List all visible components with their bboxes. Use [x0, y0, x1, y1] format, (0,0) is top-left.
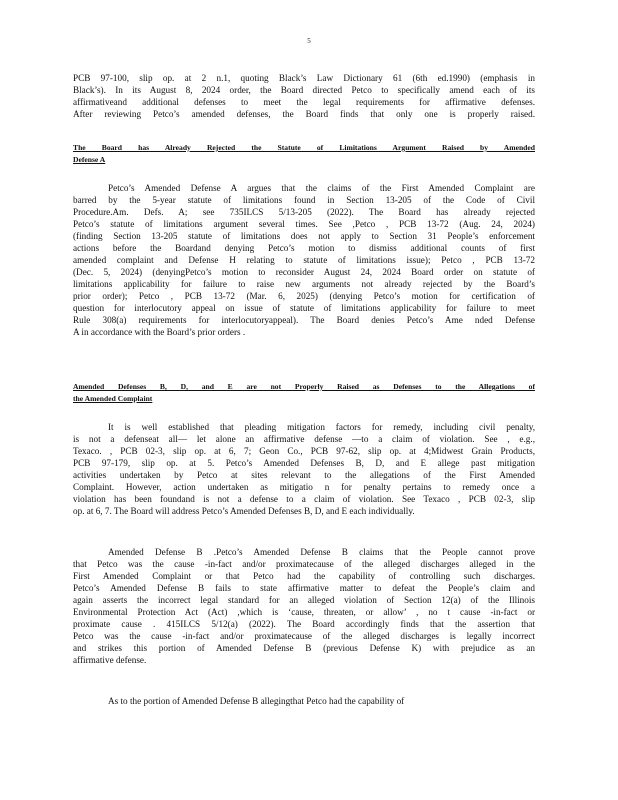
text-line: A in accordance with the Board’s prior orders . [73, 327, 246, 337]
text-line: First Amended Complaint or that Petco had the capability of controlling such discharges. [73, 571, 535, 581]
text-line: limitations applicability for failure to raise new arguments not already rejected by the Board’s [73, 279, 535, 289]
text-line: Petco was the cause -in-fact and/or proximatecause of the alleged discharges is legally incorrect [73, 631, 535, 641]
text-line: prior order); Petco , PCB 13-72 (Mar. 6, 2025) (denying Petco’s motion for certification of [73, 291, 535, 301]
text-line: Amended Defense B .Petco’s Amended Defense B claims that the People cannot prove [108, 547, 535, 557]
text-line: question for interlocutory appeal on issue of statute of limitations applicability for failure to meet [73, 303, 535, 313]
text-line: As to the portion of Amended Defense B allegingthat Petco had the capability of [108, 696, 405, 706]
page-number: 5 [307, 37, 311, 45]
text-line: is not a defenseat all— let alone an affirmative defense —to a claim of violation. See , e.g., [73, 434, 535, 444]
text-line: barred by the 5-year statute of limitations found in Section 13-205 of the Code of Civil [73, 195, 535, 205]
text-line: actions before the Boardand denying Petco’s motion to dismiss additional counts of first [73, 243, 535, 253]
text-line: again asserts the incorrect legal standard for an alleged violation of Section 12(a) of the Illinois [73, 595, 535, 605]
text-line: Petco’s statute of limitations argument several times. See ,Petco , PCB 13-72 (Aug. 24, 2024) [73, 219, 535, 229]
text-line: activities undertaken by Petco at sites relevant to the allegations of the First Amended [73, 470, 535, 480]
text-line: It is well established that pleading mitigation factors for remedy, including civil penalty, [108, 422, 535, 432]
text-line: Environmental Protection Act (Act) ,which is ‘cause, threaten, or allow’ , no t cause -in-fact or [73, 607, 535, 617]
text-line: Petco’s Amended Defense B fails to state affirmative matter to defeat the People’s claim and [73, 583, 535, 593]
text-line: proximate cause . 415ILCS 5/12(a) (2022). The Board accordingly finds that the assertion that [73, 619, 535, 629]
text-line: op. at 6, 7. The Board will address Petco’s Amended Defenses B, D, and E each individually. [73, 506, 415, 516]
section-heading: Defense A [73, 155, 106, 164]
text-line: amended complaint and Defense H relating to statute of limitations issue); Petco , PCB 13-72 [73, 255, 535, 265]
text-line: Complaint. However, action undertaken as mitigatio n for penalty pertains to remedy once a [73, 482, 535, 492]
text-line: Black’s). In its August 8, 2024 order, the Board directed Petco to specifically amend each of its [73, 85, 535, 95]
text-line: PCB 97-100, slip op. at 2 n.1, quoting Black’s Law Dictionary 61 (6th ed.1990) (emphasis in [73, 73, 535, 83]
text-line: Rule 308(a) requirements for interlocutoryappeal). The Board denies Petco’s Ame nded Defense [73, 315, 535, 325]
text-line: (Dec. 5, 2024) (denyingPetco’s motion to reconsider August 24, 2024 Board order on statute of [73, 267, 535, 277]
text-line: PCB 97-179, slip op. at 5. Petco’s Amended Defenses B, D, and E allege past mitigation [73, 458, 535, 468]
text-line: Petco’s Amended Defense A argues that the claims of the First Amended Complaint are [108, 183, 535, 193]
text-line: affirmativeand additional defenses to meet the legal requirements for affirmative defenses. [73, 97, 535, 107]
text-line: and strikes this portion of Amended Defense B (previous Defense K) with prejudice as an [73, 643, 535, 653]
text-line: (finding Section 13-205 statute of limitations does not apply to Section 31 People’s enforcement [73, 231, 535, 241]
section-heading: Amended Defenses B, D, and E are not Properly Raised as Defenses to the Allegations of [73, 382, 535, 391]
text-line: After reviewing Petco’s amended defenses, the Board finds that only one is properly raised. [73, 109, 535, 119]
text-line: that Petco was the cause -in-fact and/or proximatecause of the alleged discharges alleged in the [73, 559, 535, 569]
text-line: Procedure.Am. Defs. A; see 735ILCS 5/13-205 (2022). The Board has already rejected [73, 207, 535, 217]
text-line: affirmative defense. [73, 655, 147, 665]
text-line: violation has been foundand is not a defense to a claim of violation. See Texaco , PCB 02-3, slip [73, 494, 535, 504]
text-line: Texaco. , PCB 02-3, slip op. at 6, 7; Geon Co., PCB 97-62, slip op. at 4;Midwest Grain Products, [73, 446, 535, 456]
section-heading: The Board has Already Rejected the Statute of Limitations Argument Raised by Amended [73, 143, 535, 152]
section-heading: the Amended Complaint [73, 394, 153, 403]
